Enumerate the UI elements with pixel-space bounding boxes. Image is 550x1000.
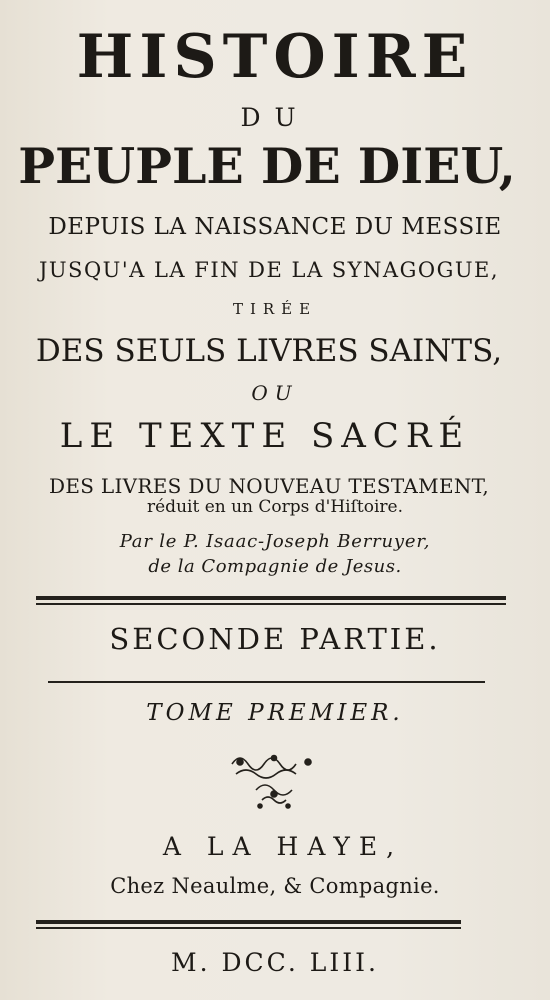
fleuron-ornament-icon [0, 748, 550, 818]
subtitle-reduit: réduit en un Corps d'Hiſtoire. [147, 497, 403, 517]
rule-bottom-thin [36, 927, 461, 929]
subtitle-tiree: TIRÉE [232, 300, 318, 318]
title-peuple: PEUPLE DE DIEU, [18, 137, 516, 195]
rule-middle [48, 681, 485, 683]
imprint-publisher: Chez Neaulme, & Compagnie. [110, 874, 440, 898]
subtitle-livres: DES LIVRES DU NOUVEAU TESTAMENT, [49, 474, 489, 498]
subtitle-depuis: DEPUIS LA NAISSANCE DU MESSIE [48, 214, 502, 240]
part-heading: SECONDE PARTIE. [109, 622, 441, 656]
main-title: HISTOIRE [76, 22, 474, 92]
subtitle-texte: LE TEXTE SACRÉ [59, 416, 471, 456]
imprint-place: A LA HAYE, [162, 832, 404, 861]
author-affiliation: de la Compagnie de Jesus. [148, 556, 402, 577]
rule-bottom-thick [36, 920, 461, 924]
author-line: Par le P. Isaac-Joseph Berruyer, [119, 531, 431, 552]
imprint-date: M. DCC. LIII. [171, 948, 379, 977]
subtitle-ou: OU [251, 381, 299, 405]
rule-top-thin [36, 603, 506, 605]
rule-top-thick [36, 596, 506, 600]
subtitle-jusqua: JUSQU'A LA FIN DE LA SYNAGOGUE, [38, 258, 500, 282]
subtitle-seuls: DES SEULS LIVRES SAINTS, [35, 333, 503, 369]
volume-heading: TOME PREMIER. [146, 700, 404, 726]
title-du: DU [240, 103, 310, 132]
